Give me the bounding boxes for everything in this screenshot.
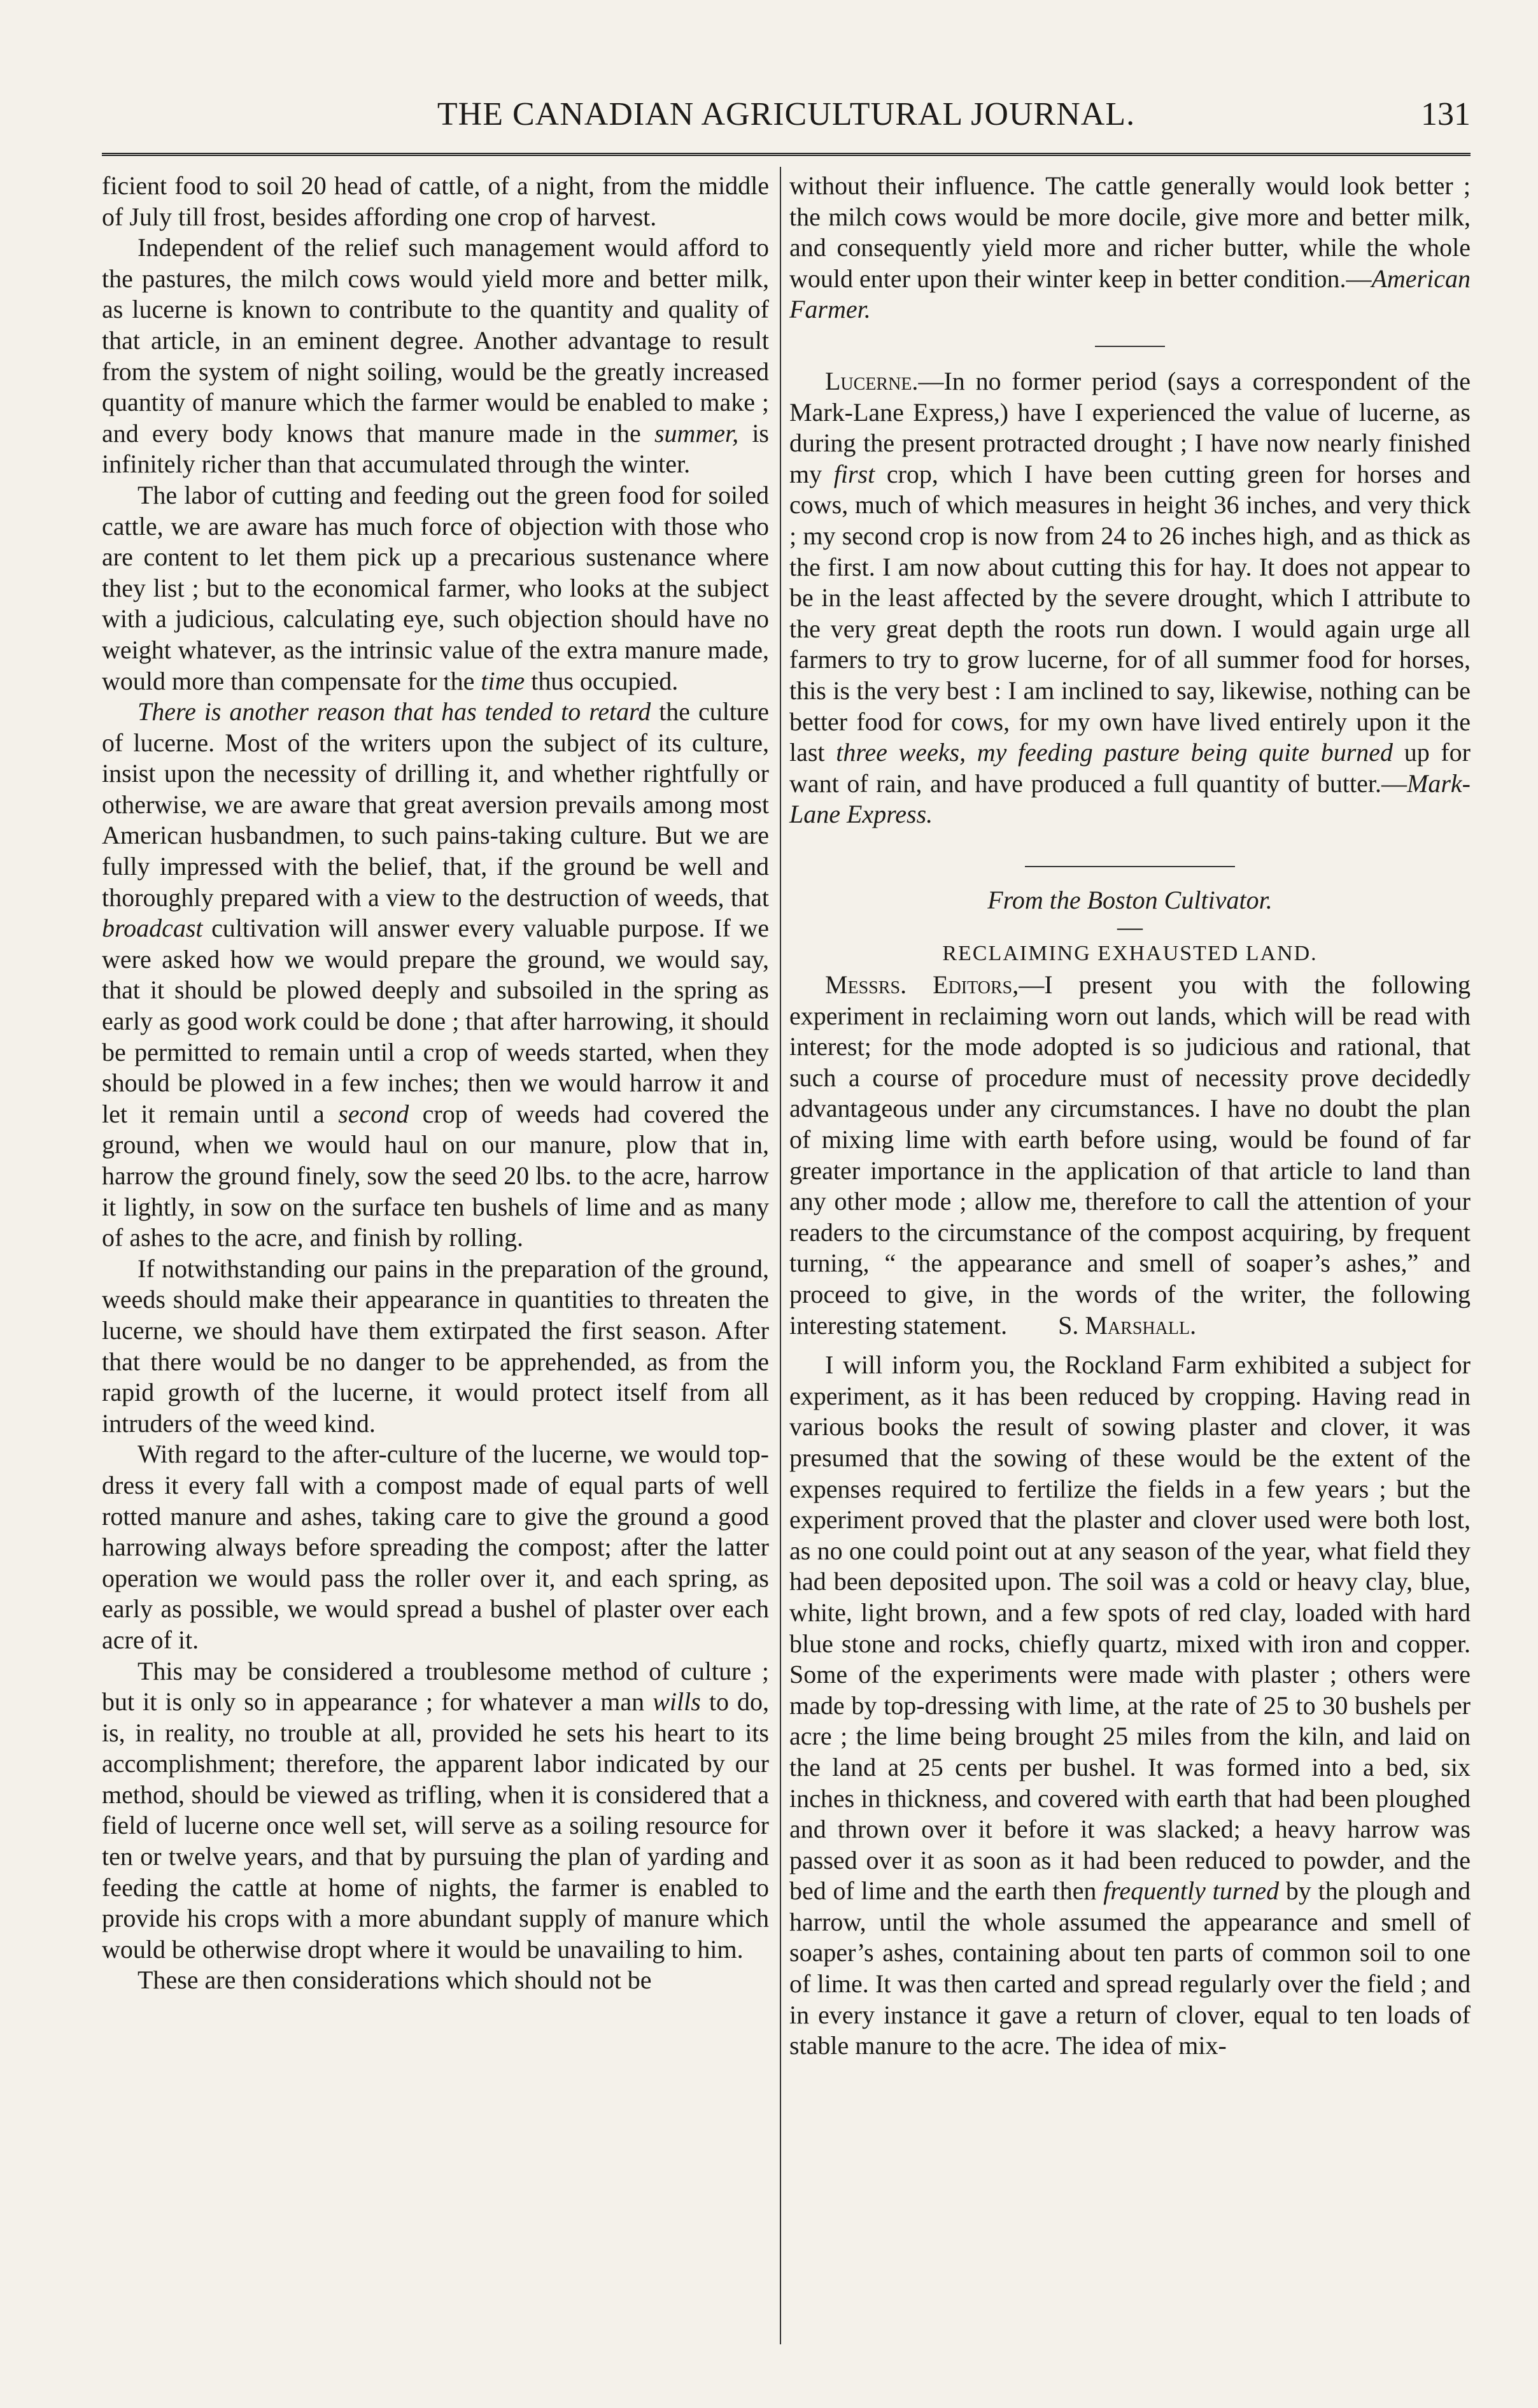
lead-word: Lucerne. bbox=[825, 366, 919, 395]
paragraph bbox=[102, 1254, 769, 1440]
article-heading: RECLAIMING EXHAUSTED LAND. bbox=[942, 942, 1318, 966]
source-heading: From the Boston Cultivator. bbox=[987, 885, 1273, 914]
paragraph-text: Independent of the relief such management would afford to the pastures, the milch cows would yield more and better milk, as lucerne is known to contribute to the quantity and quality of that article, in an eminent degree. Another advantage to result from the system of night soiling, would be the greatly increased quantity of manure which the farmer would be enabled to make ; and every body knows that manure made in the bbox=[102, 233, 769, 448]
page-number: 131 bbox=[1421, 96, 1471, 132]
paragraph bbox=[789, 171, 1471, 325]
paragraph bbox=[102, 480, 769, 697]
emphasis: first bbox=[833, 459, 875, 488]
emphasis: There is another reason that has tended to retard bbox=[138, 697, 651, 726]
paragraph-text: I will inform you, the Rockland Farm exhibited a subject for experiment, as it has been reduced by cropping. Having read in various books the result of sowing plaster and clover, it was presumed that the sowing of these would be the extent of the expenses required to fertilize the fields in a few years ; but the experiment proved that the plaster and clover used were both lost, as no one could point out at any season of the year, what field they had been deposited upon. The soil was a cold or heavy clay, blue, white, light brown, and a few spots of red clay, loaded with hard blue stone and rocks, chiefly quartz, mixed with iron and copper. Some of the experiments were made with plaster ; others were made by top-dressing with lime, at the rate of 25 to 30 bushels per acre ; the lime being brought 25 miles from the kiln, and laid on the land at 25 cents per bushel. It was formed into a bed, six inches in thickness, and covered with earth that had been ploughed and thrown over it before it was slacked; a heavy harrow was passed over it as soon as it had been reduced to powder, and the bed of lime and the earth then bbox=[789, 1350, 1471, 1906]
paragraph bbox=[789, 970, 1471, 1341]
column-separator bbox=[780, 167, 781, 2344]
paragraph bbox=[102, 697, 769, 1254]
emphasis: second bbox=[338, 1099, 409, 1128]
left-column bbox=[102, 171, 769, 1996]
emphasis: summer, bbox=[654, 418, 739, 448]
signature: S. Marshall. bbox=[1058, 1310, 1197, 1340]
paragraph-text: is infinitely richer than that accumulated through the winter. bbox=[102, 418, 770, 479]
paragraph-text: This may be considered a troublesome method of culture ; but it is only so in appearance ; for whatever a man bbox=[102, 1656, 769, 1717]
source-citation: Mark-Lane Express. bbox=[789, 768, 1471, 829]
right-column bbox=[789, 171, 1471, 2062]
paragraph bbox=[102, 1656, 769, 1965]
paragraph bbox=[102, 171, 769, 232]
paragraph-text: cultivation will answer every valuable purpose. If we were asked how we would prepare the ground, we would say, that it should be plowed deeply and subsoiled in the spring as early as good work could be done ; that after harrowing, it should be permitted to remain until a crop of weeds started, when they should be plowed in a few inches; then we would harrow it and let it remain until a bbox=[102, 914, 769, 1128]
paragraph-text: crop, which I have been cutting green for horses and cows, much of which measures in height 36 inches, and very thick ; my second crop is now from 24 to 26 inches high, and as thick as the first. I am now about cutting this for hay. It does not appear to be in the least affected by the severe drought, which I attribute to the very great depth the roots run down. I would again urge all farmers to try to grow lucerne, for of all summer food for horses, this is the very best : I am inclined to say, likewise, nothing can be better food for cows, for my own have lived entirely upon it the last bbox=[789, 459, 1471, 767]
section-divider bbox=[1025, 866, 1235, 867]
emphasis: broadcast bbox=[102, 914, 203, 943]
paragraph-text: ficient food to soil 20 head of cattle, of a night, from the middle of July till frost, besides affording one crop of harvest. bbox=[102, 171, 769, 231]
paragraph-text: —I present you with the following experiment in reclaiming worn out lands, which will be read with interest; for the mode adopted is so judicious and rational, that such a course of procedure must of necessity prove decidedly advantageous under any circumstances. I have no doubt the plan of mixing lime with earth before using, would be found of far greater importance in the application of that article to land than any other mode ; allow me, therefore to call the attention of your readers to the circumstance of the compost acquiring, by frequent turning, “ the appearance and smell of soaper’s ashes,” and proceed to give, in the words of the writer, the following interesting statement. bbox=[789, 970, 1471, 1340]
paragraph-text: up for want of rain, and have produced a full quantity of butter.— bbox=[789, 738, 1471, 798]
paragraph-text: If notwithstanding our pains in the preparation of the ground, weeds should make their appearance in quantities to threaten the lucerne, we should have them extirpated the first season. After that there would be no danger to be apprehended, as from the rapid growth of the lucerne, it would protect itself from all intruders of the weed kind. bbox=[102, 1254, 769, 1438]
paragraph-text: These are then considerations which should not be bbox=[138, 1965, 652, 1995]
page-header bbox=[102, 96, 1471, 146]
paragraph-text: The labor of cutting and feeding out the green food for soiled cattle, we are aware has much force of objection with those who are content to let them pick up a precarious sustenance where they list ; but to the economical farmer, who looks at the subject with a judicious, calculating eye, such objection should have no weight whatever, as the intrinsic value of the extra manure made, would more than compensate for the bbox=[102, 480, 769, 695]
emphasis: three weeks, my feeding pasture being quite burned bbox=[836, 738, 1393, 767]
emphasis: wills bbox=[653, 1687, 701, 1717]
paragraph-text: With regard to the after-culture of the lucerne, we would top-dress it every fall with a compost made of equal parts of well rotted manure and ashes, taking care to give the ground a good harrowing always before spreading the compost; after the latter operation we would pass the roller over it, and each spring, as early as possible, we would spread a bushel of plaster over each acre of it. bbox=[102, 1440, 769, 1654]
lead-word: Messrs. Editors, bbox=[825, 970, 1019, 1000]
paragraph bbox=[789, 366, 1471, 830]
paragraph-text: thus occupied. bbox=[525, 666, 679, 695]
paragraph-text: the culture of lucerne. Most of the writers upon the subject of its culture, insist upon the necessity of drilling it, and whether rightfully or otherwise, we are aware that great aversion prevails among most American husbandmen, to such pains-taking culture. But we are fully impressed with the belief, that, if the ground be well and thoroughly prepared with a view to the destruction of weeds, that bbox=[102, 697, 770, 912]
paragraph-text: by the plough and harrow, until the whole assumed the appearance and smell of soaper’s ashes, containing about ten parts of common soil to one of lime. It was then carted and spread regularly over the field ; and in every instance it gave a return of clover, equal to ten loads of stable manure to the acre. The idea of mix- bbox=[789, 1876, 1471, 2060]
heading-dash: — bbox=[1117, 912, 1143, 942]
emphasis: time bbox=[481, 666, 525, 695]
source-citation: American Farmer. bbox=[789, 264, 1471, 324]
paragraph bbox=[789, 1350, 1471, 2062]
emphasis: frequently turned bbox=[1103, 1876, 1280, 1906]
paragraph bbox=[102, 232, 769, 480]
running-title: THE CANADIAN AGRICULTURAL JOURNAL. bbox=[437, 96, 1136, 132]
header-double-rule bbox=[102, 153, 1471, 156]
paragraph-text: —In no former period (says a correspondent of the Mark-Lane Express,) have I experienced the value of lucerne, as during the present protracted drought ; I have now nearly finished my bbox=[789, 366, 1471, 488]
paragraph bbox=[102, 1965, 769, 1996]
paragraph-text: to do, is, in reality, no trouble at all, provided he sets his heart to its accomplishment; therefore, the apparent labor indicated by our method, should be viewed as trifling, when it is considered that a field of lucerne once well set, will serve as a soiling resource for ten or twelve years, and that by pursuing the plan of yarding and feeding the cattle at home of nights, the farmer is enabled to provide his crops with a more abundant supply of manure which would be otherwise dropt where it would be unavailing to him. bbox=[102, 1687, 769, 1964]
section-divider bbox=[1095, 346, 1165, 347]
paragraph bbox=[102, 1439, 769, 1655]
paragraph-text: crop of weeds had covered the ground, when we would haul on our manure, plow that in, harrow the ground finely, sow the seed 20 lbs. to the acre, harrow it lightly, in sow on the surface ten bushels of lime and as many of ashes to the acre, and finish by rolling. bbox=[102, 1099, 770, 1252]
paragraph-text: without their influence. The cattle generally would look better ; the milch cows would be more docile, give more and better milk, and consequently yield more and richer butter, while the whole would enter upon their winter keep in better condition.— bbox=[789, 171, 1471, 293]
